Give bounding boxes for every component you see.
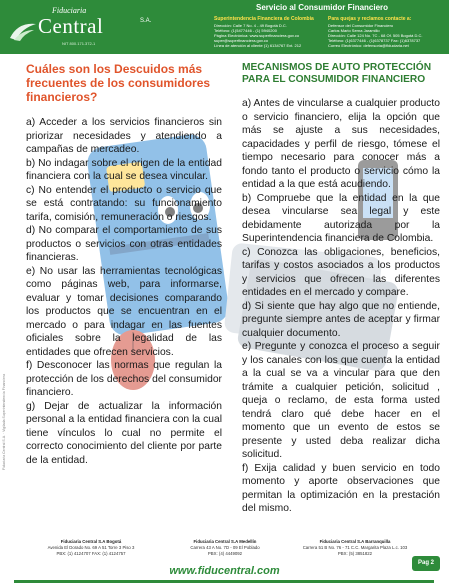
header-col1-heading: Superintendencia Financiera de Colombia	[214, 16, 314, 22]
header-col1-line: Dirección: Calle 7 No. 4 - 49 Bogotá D.C.	[214, 23, 287, 28]
logo-top-text: Fiduciaria	[52, 6, 87, 15]
logo-sub-text: NIT 800.171.372-1	[62, 41, 96, 46]
office-address: Carrera 51 B No. 76 - 71 C.C. Margarita Plaza L.c. 103	[302, 545, 408, 550]
footer	[0, 536, 449, 584]
descuido-item: g) Dejar de actualizar la información personal a la entidad financiera con la cual tiene vínculos lo cual no permite el correcto conocimiento del cliente por parte de la entidad.	[26, 400, 222, 466]
header-col2-line: Teléfono: (1)6377446 - (1)6378737 Fax: (1)6378737	[328, 38, 421, 43]
header-col2-line: Correo Electrónico: defensoria@fiduciaria.net	[328, 43, 409, 48]
header-col2-line: Dirección: Calle 124 No. 7C - 68 Of. 505 Bogotá D.C.	[328, 33, 423, 38]
descuidos-title-line: financieros?	[26, 90, 98, 104]
header-col2-heading: Para quejas y reclamos contacte a:	[328, 16, 412, 22]
mecanismo-item: a) Antes de vincularse a cualquier producto o servicio financiero, elija la opción que más se ajuste a sus necesidades, capacidades y perfil de riesgo, tómese el tiempo necesario para conocer más a fondo tanto el producto o servicio cómo la entidad a la que está acudiendo.	[242, 98, 440, 190]
mecanismo-item: b) Compruebe que la entidad en la que desea vincularse sea legal y este debidamente autorizada por la Superintendencia financiera de Colombia.	[242, 192, 440, 244]
office-name: Fiduciaria Central S.A Medellín	[193, 539, 257, 544]
office-barranquilla	[290, 539, 420, 557]
office-phone: PBX: (1) 4124707 FAX: (1) 4124757	[56, 551, 126, 556]
mecanismo-item: e) Pregunte y conozca el proceso a seguir y los canales con los que cuenta la entidad a la cual se va a vincular para que den trámite a cualquier petición, solicitud , queja o reclamo, de esta forma usted tendrá claro qué debe hacer en el momento que un evento de estos se presente y usted deba realizar dicha solicitud.	[242, 341, 440, 460]
descuidos-title-line: Cuáles son los Descuidos más	[26, 62, 203, 76]
office-address: Avenida El Dorado No. 69 A 51 Torre 3 Piso 3	[47, 545, 135, 550]
office-phone: PBX: (5) 3851822	[337, 551, 373, 556]
descuido-item: e) No usar las herramientas tecnológicas como páginas web, para informarse, evaluar y tomar decisiones comparando los productos que se encuentran en el mercado o para indagar en las fuentes oficiales sobre la legalidad de las entidades que ofrecen servicios.	[26, 265, 222, 358]
descuido-item: d) No comparar el comportamiento de sus productos o servicios con otras entidades financieras.	[26, 225, 222, 263]
office-address: Carrera 43 A No. 7D - 09 El Poblado	[190, 545, 260, 550]
mecanismo-item: c) Conozca las obligaciones, beneficios, tarifas y costos asociados a los productos y servicios que ofrecen las diferentes entidades en el mercado y compare.	[242, 246, 440, 298]
mecanismos-title-line: PARA EL CONSUMIDOR FINANCIERO	[242, 74, 426, 85]
header-col1-line: Línea de atención al cliente (1) 6134767 Ext. 212	[214, 43, 302, 48]
office-name: Fiduciaria Central S.A Bogotá	[60, 539, 122, 544]
header-col1-line: Teléfono: (1)5477446 - (1) 5940200	[214, 28, 277, 33]
descuidos-title-line: frecuentes de los consumidores	[26, 76, 211, 90]
descuido-item: b) No indagar sobre el origen de la entidad financiera con la cual se desea vincular.	[26, 157, 222, 182]
vertical-side-note: Fiduciaria Central S.A. · Vigilada Superintendencia Financiera	[2, 373, 6, 470]
office-bogota	[26, 539, 156, 557]
office-phone: PBX: (4) 4449092	[207, 551, 243, 556]
logo-swoosh-icon	[8, 20, 38, 42]
logo-main-text: Central	[38, 14, 104, 38]
website-link[interactable]: www.fiducentral.com	[169, 565, 280, 577]
page-number-badge: Pag 2	[412, 556, 440, 571]
header-col1-line: Página Electrónica: www.superfinanciera.gov.co	[214, 33, 300, 38]
header-defensor-contact	[328, 16, 446, 48]
descuidos-column	[26, 62, 222, 467]
descuido-item: f) Desconocer las normas que regulan la protección de los derechos del consumidor financiero.	[26, 360, 222, 398]
mecanismos-title-line: MECANISMOS DE AUTO PROTECCIÓN	[242, 62, 432, 73]
header-title: Servicio al Consumidor Financiero	[256, 3, 389, 12]
descuido-item: c) No entender el producto o servicio que se está contratando: su funcionamiento tarifa, comisión, remuneración o riesgos.	[26, 184, 222, 223]
footer-divider	[14, 580, 434, 583]
header-col2-line: Defensor del Consumidor Financiero	[328, 23, 394, 28]
descuidos-title	[26, 62, 222, 104]
mecanismos-title	[242, 62, 440, 86]
mecanismo-item: d) Si siente que hay algo que no entiende, pregunte siempre antes de aceptar y firmar cualquier documento.	[242, 300, 440, 339]
header-superfinanciera-contact	[214, 16, 322, 48]
mecanismos-column	[242, 62, 440, 516]
office-name: Fiduciaria Central S.A Barranquilla	[319, 539, 391, 544]
office-medellin	[160, 539, 290, 557]
header-col2-line: Carlos Mario Serna Jaramillo	[328, 28, 380, 33]
header-col1-line: super@superfinanciera.gov.co	[214, 38, 269, 43]
mecanismo-item: f) Exija calidad y buen servicio en todo momento y aporte observaciones que permitan la optimización en la prestación del mismo.	[242, 462, 440, 514]
company-logo	[8, 4, 158, 50]
header-banner	[0, 0, 449, 54]
descuido-item: a) Acceder a los servicios financieros sin priorizar necesidades y atendiendo a campañas de mercadeo.	[26, 117, 222, 155]
logo-sa-text: S.A.	[140, 18, 152, 24]
